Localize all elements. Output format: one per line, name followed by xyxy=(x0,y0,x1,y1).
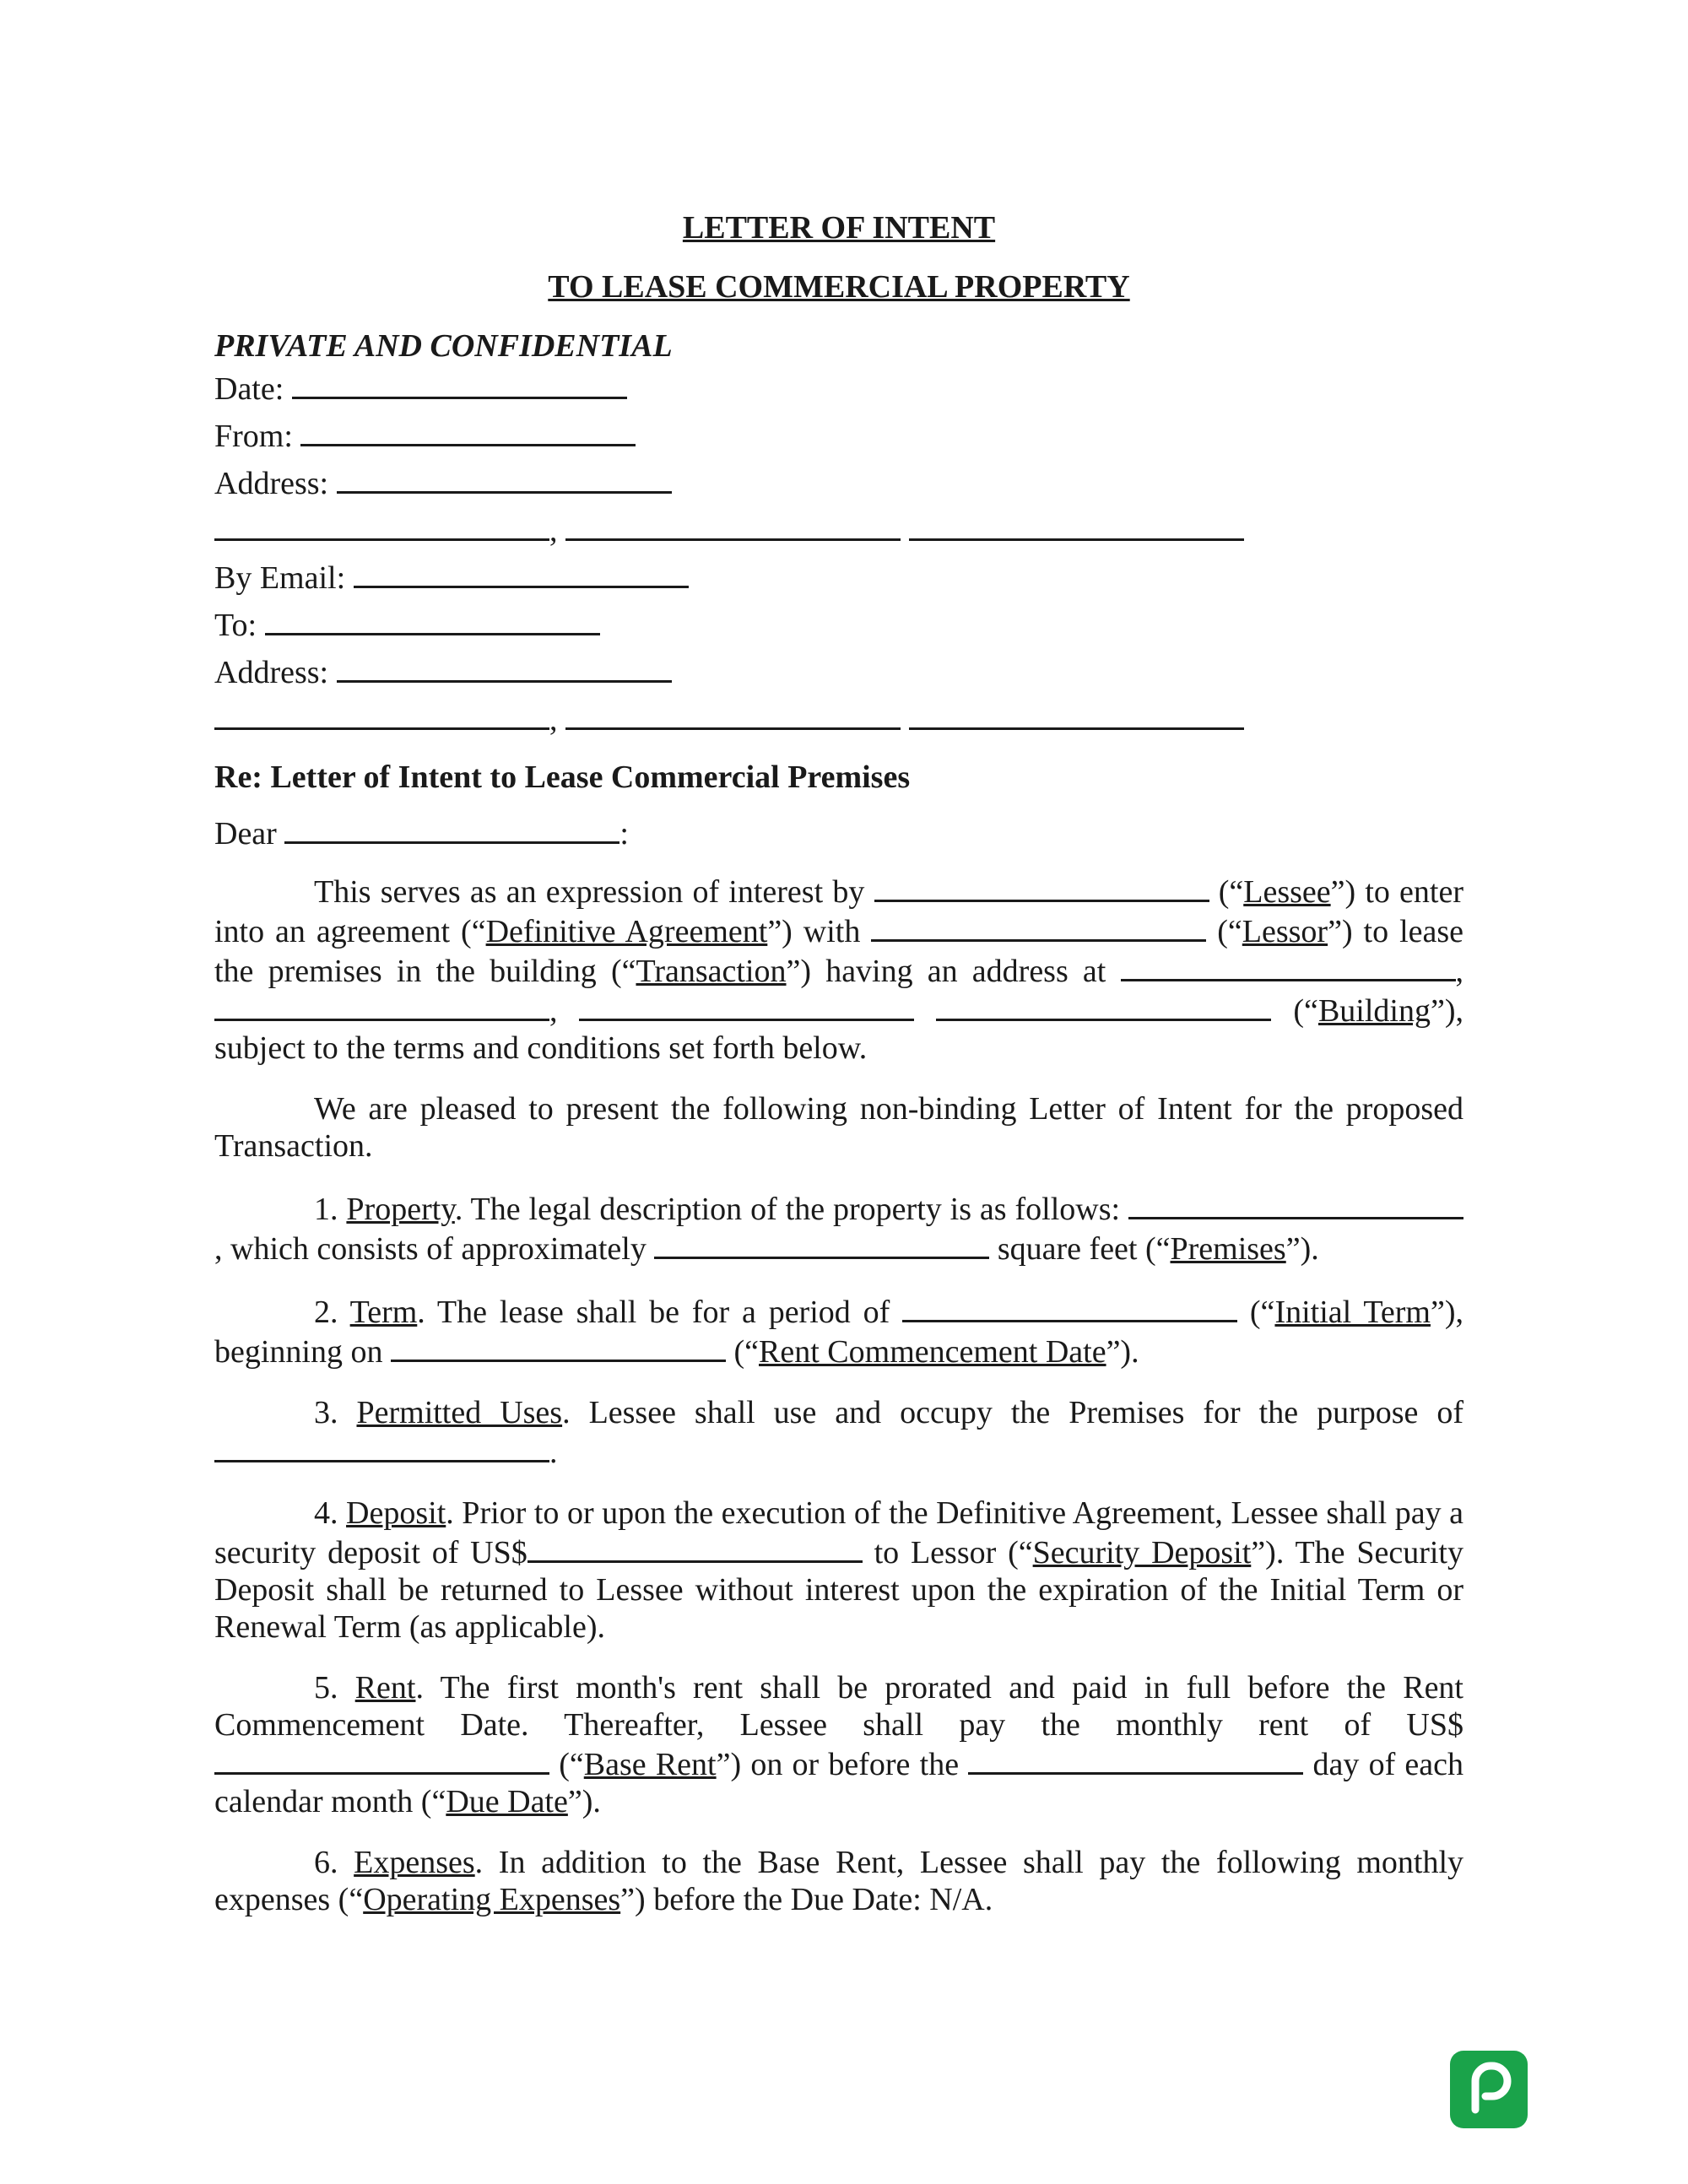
item-text: . Prior to or upon the execution of the Definitive Agreement, Lessee shall pay a security deposit of US$ xyxy=(214,1495,1463,1570)
pleased-paragraph xyxy=(214,1090,1463,1165)
dear-label: Dear xyxy=(214,816,277,851)
city-from-blank[interactable] xyxy=(214,510,549,541)
item-text: . The legal description of the property is as follows: xyxy=(454,1192,1121,1227)
item-text: ”). xyxy=(1285,1231,1319,1267)
email-blank[interactable] xyxy=(354,557,689,588)
doc-subtitle: TO LEASE COMMERCIAL PROPERTY xyxy=(548,269,1130,305)
to-blank[interactable] xyxy=(265,604,600,635)
item-text: , which consists of approximately xyxy=(214,1231,647,1267)
pleased-text: We are pleased to present the following non-binding Letter of Intent for the proposed Transaction. xyxy=(214,1091,1463,1164)
doc-title: LETTER OF INTENT xyxy=(682,210,996,246)
item-rent xyxy=(214,1669,1463,1820)
address-to-label: Address: xyxy=(214,655,329,690)
comma: , xyxy=(549,513,558,549)
intro-text: ”), subject to the terms and conditions set forth below. xyxy=(214,993,1463,1066)
operating-expenses-term: Operating Expenses xyxy=(363,1882,621,1917)
item-text: day of each calendar month (“ xyxy=(214,1747,1464,1819)
item-text: ”). The Security Deposit shall be returned to Lessee without interest upon the expiration of the Initial Term or Renewal Term (as applicable). xyxy=(214,1535,1463,1645)
item-number: 5. xyxy=(314,1670,338,1706)
item-property xyxy=(214,1188,1463,1268)
item-text: . xyxy=(549,1435,558,1470)
salutation xyxy=(214,813,1463,852)
due-date-term: Due Date xyxy=(446,1784,568,1819)
to-label: To: xyxy=(214,608,257,643)
from-field xyxy=(214,415,1463,455)
item-number: 4. xyxy=(314,1495,338,1531)
item-number: 2. xyxy=(314,1295,338,1330)
building-street-blank[interactable] xyxy=(1121,950,1456,981)
comma: , xyxy=(1455,954,1463,989)
item-text: square feet (“ xyxy=(997,1231,1171,1267)
date-blank[interactable] xyxy=(292,368,627,399)
item-text: (“ xyxy=(733,1334,760,1370)
city-state-zip-from xyxy=(214,510,1463,549)
item-deposit xyxy=(214,1495,1463,1646)
intro-text: ”) to lease the premises in the building (“ xyxy=(214,914,1464,989)
document-page xyxy=(214,209,1463,1942)
intro-text: (“ xyxy=(1218,874,1244,910)
item-text: ”). xyxy=(1106,1334,1139,1370)
building-zip-blank[interactable] xyxy=(936,990,1271,1021)
deposit-amount-blank[interactable] xyxy=(528,1532,863,1563)
comma: , xyxy=(549,702,558,738)
item-text: to Lessor (“ xyxy=(874,1535,1033,1570)
expenses-heading: Expenses xyxy=(354,1845,475,1880)
item-text: ”) before the Due Date: N/A. xyxy=(620,1882,993,1917)
lessee-blank[interactable] xyxy=(874,871,1209,902)
dear-colon: : xyxy=(619,816,629,851)
item-number: 3. xyxy=(314,1395,338,1430)
rent-heading: Rent xyxy=(354,1670,416,1706)
address-to-field xyxy=(214,651,1463,691)
term-heading: Term xyxy=(349,1295,418,1330)
item-text: . The first month's rent shall be prorated and paid in full before the Rent Commencement Date. Thereafter, Lessee shall pay the monthly rent of US$ xyxy=(214,1670,1463,1743)
date-field xyxy=(214,368,1463,408)
initial-term-term: Initial Term xyxy=(1274,1295,1431,1330)
comma: , xyxy=(549,993,558,1029)
intro-text: ”) having an address at xyxy=(786,954,1106,989)
item-text: (“ xyxy=(1249,1295,1275,1330)
dear-blank[interactable] xyxy=(284,813,619,844)
item-text: . Lessee shall use and occupy the Premises for the purpose of xyxy=(562,1395,1464,1430)
item-number: 1. xyxy=(314,1192,338,1227)
address-from-blank[interactable] xyxy=(337,462,672,494)
city-state-zip-to xyxy=(214,699,1463,738)
from-label: From: xyxy=(214,419,293,454)
rent-commencement-term: Rent Commencement Date xyxy=(759,1334,1106,1370)
item-term xyxy=(214,1291,1463,1370)
item-text: ”). xyxy=(567,1784,601,1819)
item-expenses xyxy=(214,1844,1463,1918)
purpose-blank[interactable] xyxy=(214,1431,549,1462)
intro-text: This serves as an expression of interest by xyxy=(314,874,865,910)
state-from-blank[interactable] xyxy=(565,510,901,541)
transaction-term: Transaction xyxy=(636,954,787,989)
lessor-blank[interactable] xyxy=(871,911,1206,942)
item-permitted-uses xyxy=(214,1394,1463,1471)
building-term: Building xyxy=(1317,993,1431,1029)
building-state-blank[interactable] xyxy=(579,990,914,1021)
monthly-rent-blank[interactable] xyxy=(214,1743,549,1775)
from-blank[interactable] xyxy=(300,415,636,446)
base-rent-term: Base Rent xyxy=(583,1747,717,1782)
intro-paragraph xyxy=(214,871,1463,1067)
intro-text: (“ xyxy=(1217,914,1242,949)
permitted-uses-heading: Permitted Uses xyxy=(356,1395,563,1430)
state-to-blank[interactable] xyxy=(565,699,901,730)
to-field xyxy=(214,604,1463,644)
address-to-blank[interactable] xyxy=(337,651,672,683)
email-label: By Email: xyxy=(214,560,346,596)
definitive-agreement-term: Definitive Agreement xyxy=(485,914,768,949)
lessee-term: Lessee xyxy=(1243,874,1331,910)
property-description-blank[interactable] xyxy=(1128,1188,1463,1219)
premises-term: Premises xyxy=(1170,1231,1286,1267)
item-text: (“ xyxy=(559,1747,584,1782)
address-from-label: Address: xyxy=(214,466,329,501)
deposit-heading: Deposit xyxy=(346,1495,446,1531)
confidential-label: PRIVATE AND CONFIDENTIAL xyxy=(214,328,673,364)
lease-period-blank[interactable] xyxy=(902,1291,1237,1322)
date-label: Date: xyxy=(214,371,284,407)
intro-text: (“ xyxy=(1293,993,1318,1029)
property-heading: Property xyxy=(346,1192,455,1227)
commencement-date-blank[interactable] xyxy=(391,1331,726,1362)
intro-text: ”) with xyxy=(767,914,861,949)
item-text: . In addition to the Base Rent, Lessee shall pay the following monthly expenses (“ xyxy=(214,1845,1464,1917)
building-city-blank[interactable] xyxy=(214,990,549,1021)
zip-to-blank[interactable] xyxy=(909,699,1244,730)
lessor-term: Lessor xyxy=(1242,914,1328,949)
re-line: Re: Letter of Intent to Lease Commercial Premises xyxy=(214,760,911,795)
pdf-filler-p-logo-icon[interactable] xyxy=(1450,2051,1528,2128)
city-to-blank[interactable] xyxy=(214,699,549,730)
email-field xyxy=(214,557,1463,597)
security-deposit-term: Security Deposit xyxy=(1032,1535,1252,1570)
item-text: ”), beginning on xyxy=(214,1295,1463,1370)
square-feet-blank[interactable] xyxy=(654,1228,989,1259)
zip-from-blank[interactable] xyxy=(909,510,1244,541)
item-text: ”) on or before the xyxy=(716,1747,960,1782)
item-number: 6. xyxy=(314,1845,338,1880)
item-text: . The lease shall be for a period of xyxy=(417,1295,890,1330)
intro-text: ”) to enter into an agreement (“ xyxy=(214,874,1464,949)
address-from-field xyxy=(214,462,1463,502)
due-day-blank[interactable] xyxy=(968,1743,1303,1775)
p-logo-glyph xyxy=(1450,2051,1528,2128)
